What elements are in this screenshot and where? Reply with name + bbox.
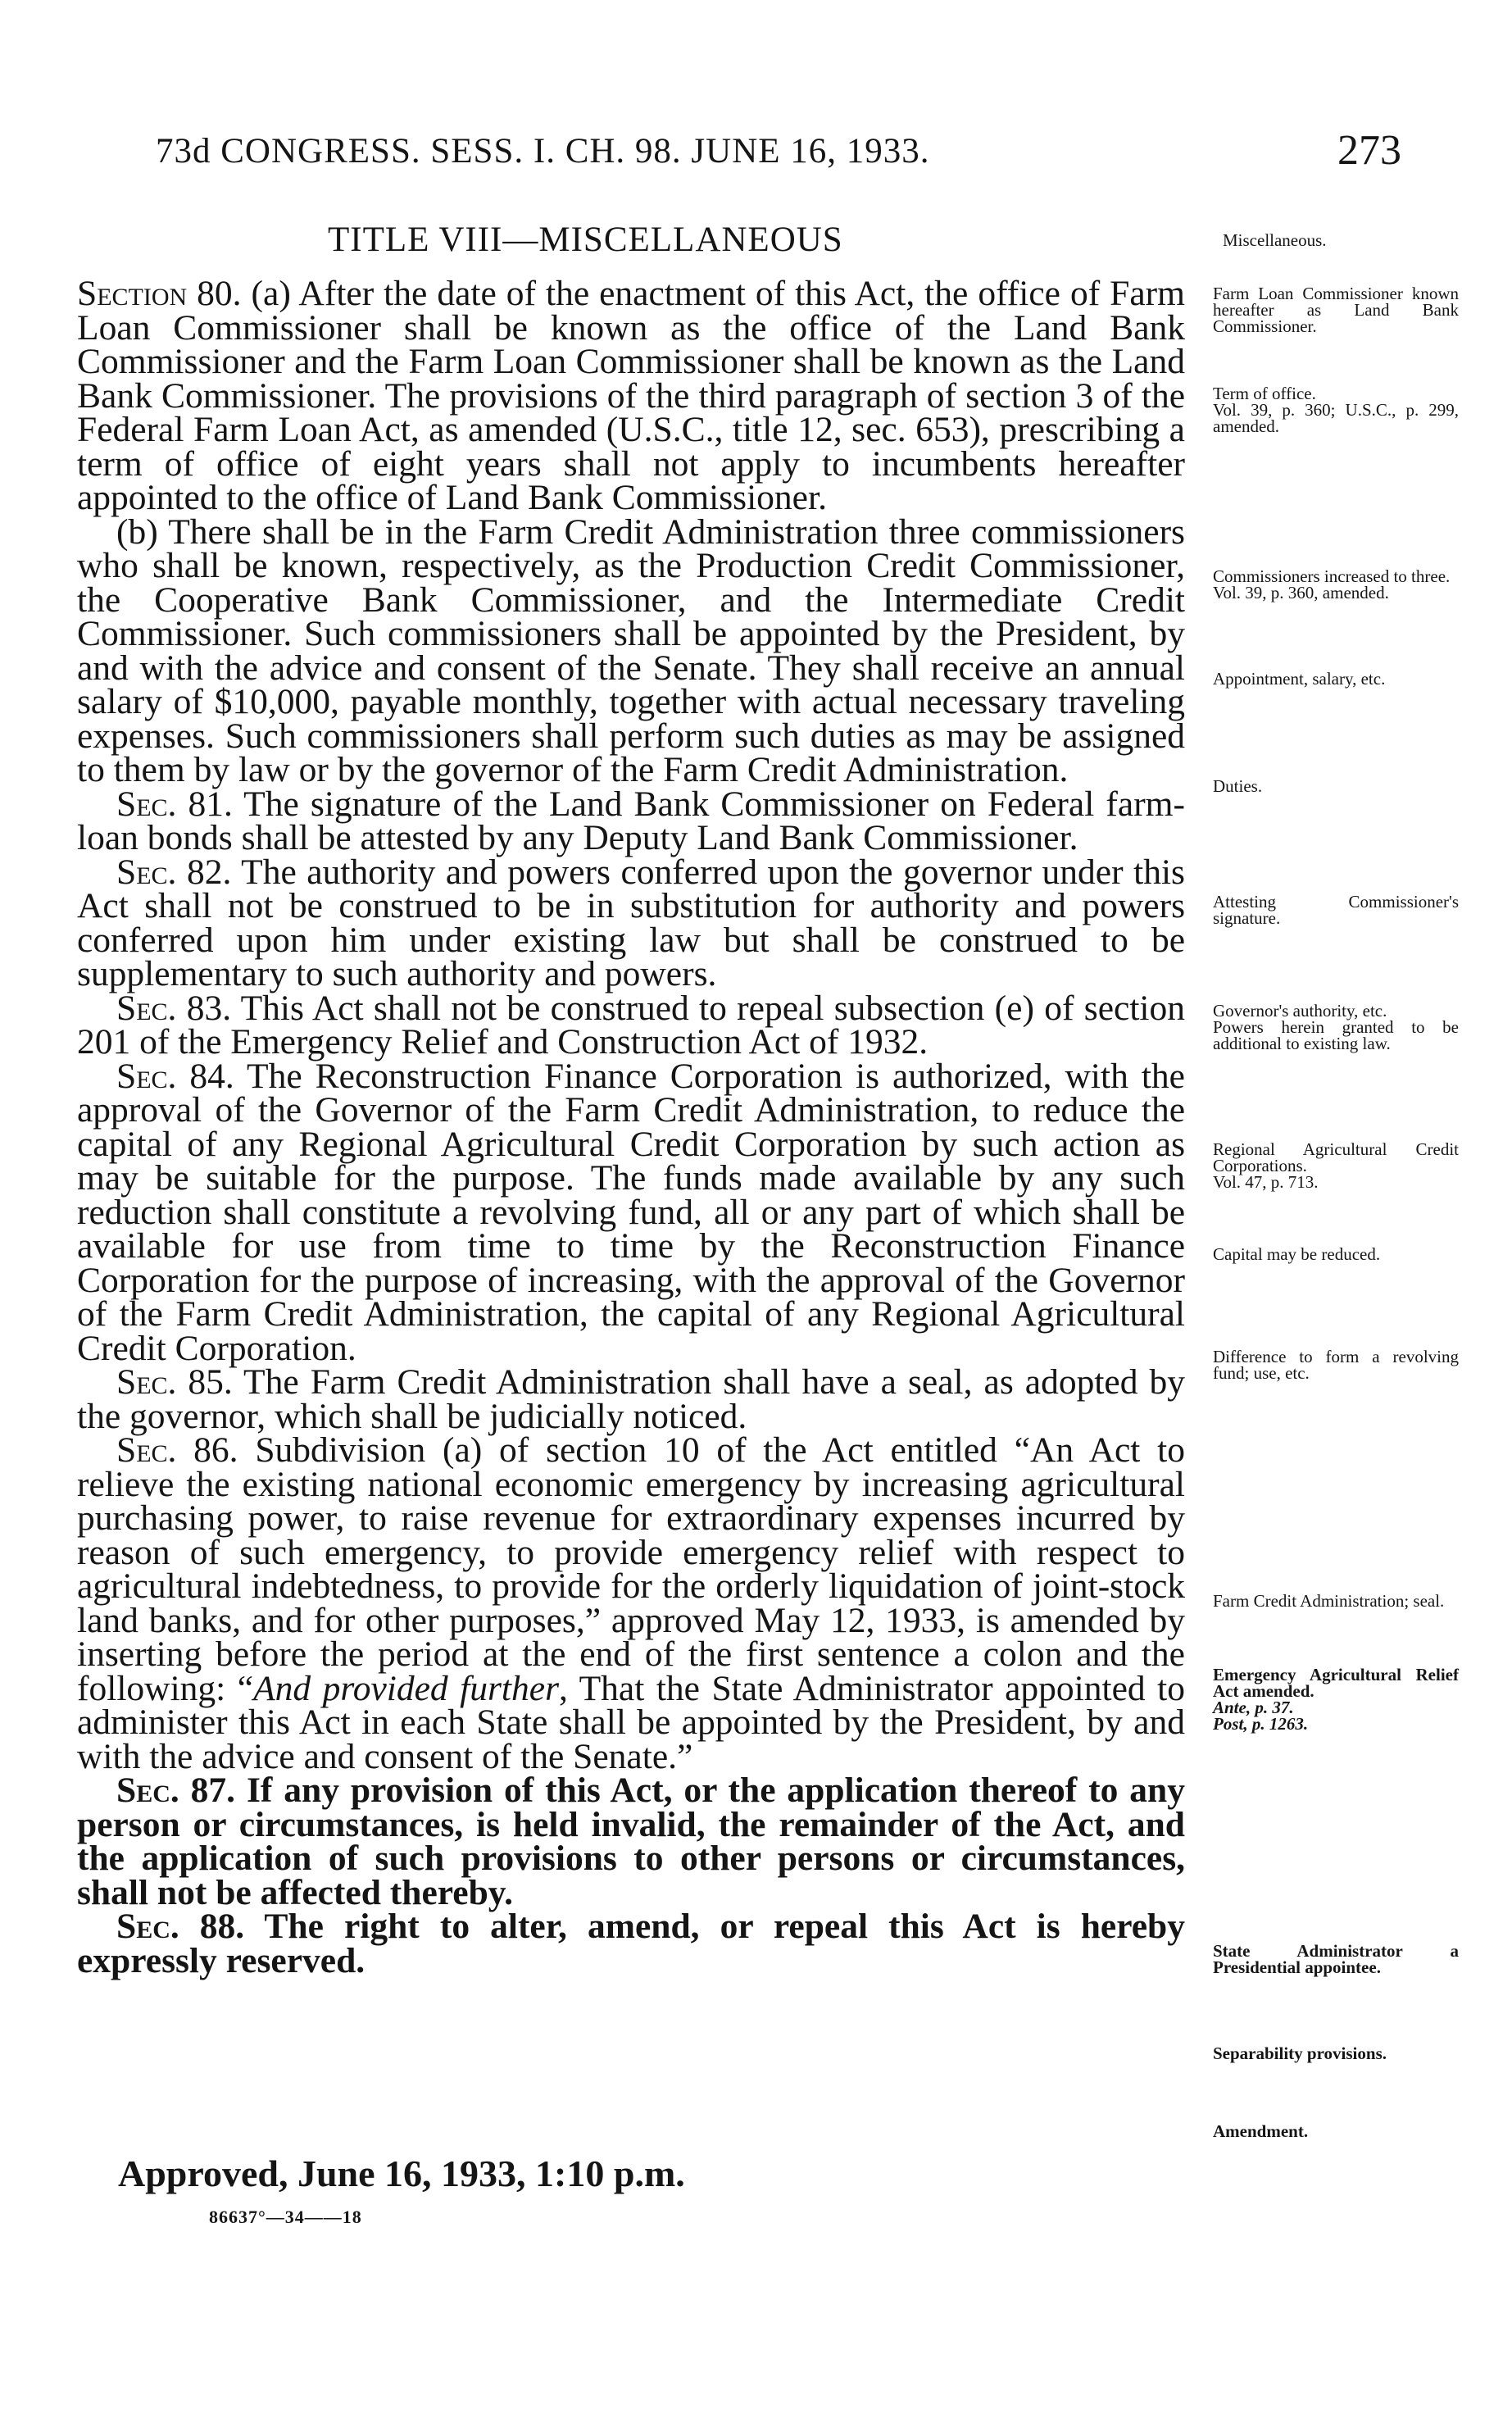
margin-note-relief-act: Emergency Agricultural Relief Act amended. Ante, p. 37. Post, p. 1263. <box>1213 1665 1459 1734</box>
section-86: Sec. 86. Subdivision (a) of section 10 of the Act entitled “An Act to relieve the existing national economic emergency by increasing agricultural purchasing power, to raise revenue for extraordinary expenses incurred by reason of such emergency, to provide emergency relief with respect to agricultural indebtedness, to provide for the orderly liquidation of joint-stock land banks, and for other purposes,” approved May 12, 1933, is amended by inserting before the period at the end of the first sentence a colon and the following: “And provided further, That the State Administrator appointed to administer this Act in each State shall be appointed by the President, by and with the advice and consent of the Senate.” <box>77 1430 1185 1776</box>
section-80b: (b) There shall be in the Farm Credit Administration three commissioners who shall be known, respectively, as the Production Credit Commissioner, the Cooperative Bank Commissioner, and the Intermediate Credit Commissioner. Such commissioners shall be appointed by the President, by and with the advice and consent of the Senate. They shall receive an annual salary of $10,000, payable monthly, together with actual necessary traveling expenses. Such commissioners shall perform such duties as may be assigned to them by law or by the governor of the Farm Credit Administration. <box>77 511 1185 789</box>
margin-note-attesting: Attesting Commissioner's signature. <box>1213 892 1459 928</box>
section-87: Sec. 87. If any provision of this Act, or the application thereof to any person or circumstances, is held invalid, the remainder of the Act, and the application of such provisions to other persons or circumstances, shall not be affected thereby. <box>77 1771 1185 1912</box>
statute-body <box>77 274 1185 1980</box>
margin-note-separability: Separability provisions. <box>1213 2043 1387 2063</box>
margin-note-commissioners-three: Commissioners increased to three. Vol. 39, p. 360, amended. <box>1213 566 1451 602</box>
margin-note-duties: Duties. <box>1213 776 1263 796</box>
section-80a: Section 80. (a) After the date of the enactment of this Act, the office of Farm Loan Commissioner shall be known as the office of the Land Bank Commissioner and the Farm Loan Commissioner shall be known as the Land Bank Commissioner. The provisions of the third paragraph of section 3 of the Federal Farm Loan Act, as amended (U.S.C., title 12, sec. 653), prescribing a term of office of eight years shall not apply to incumbents hereafter appointed to the office of Land Bank Commissioner. <box>77 274 1185 517</box>
margin-note-state-administrator: State Administrator a Presidential appointee. <box>1213 1941 1459 1977</box>
running-header <box>156 127 1401 189</box>
margin-note-appointment: Appointment, salary, etc. <box>1213 669 1386 689</box>
section-title: TITLE VIII—MISCELLANEOUS <box>328 220 843 259</box>
section-81: Sec. 81. The signature of the Land Bank Commissioner on Federal farm-loan bonds shall be attested by any Deputy Land Bank Commissioner. <box>77 784 1185 857</box>
title-margin-note: Miscellaneous. <box>1223 230 1327 250</box>
section-85: Sec. 85. The Farm Credit Administration shall have a seal, as adopted by the governor, which shall be judicially noticed. <box>77 1362 1185 1436</box>
margin-note-seal: Farm Credit Administration; seal. <box>1213 1591 1445 1611</box>
margin-note-amendment: Amendment. <box>1213 2121 1309 2141</box>
margin-note-capital: Capital may be reduced. <box>1213 1244 1381 1264</box>
section-88: Sec. 88. The right to alter, amend, or repeal this Act is hereby expressly reserved. <box>77 1907 1185 1980</box>
section-84: Sec. 84. The Reconstruction Finance Corporation is authorized, with the approval of the Governor of the Farm Credit Administration, to reduce the capital of any Regional Agricultural Credit Corporation by such action as may be suitable for the purpose. The funds made available by any such reduction shall constitute a revolving fund, all or any part of which shall be available for use from time to time by the Reconstruction Finance Corporation for the purpose of increasing, with the approval of the Governor of the Farm Credit Administration, the capital of any Regional Agricultural Credit Corporation. <box>77 1056 1185 1368</box>
page-number: 273 <box>1337 127 1401 174</box>
margin-note-governor-authority: Governor's authority, etc. Powers herein granted to be additional to existing law. <box>1213 1001 1459 1053</box>
section-83: Sec. 83. This Act shall not be construed to repeal subsection (e) of section 201 of the Emergency Relief and Construction Act of 1932. <box>77 988 1185 1062</box>
margin-note-revolving-fund: Difference to form a revolving fund; use, etc. <box>1213 1347 1459 1383</box>
running-head: 73d CONGRESS. SESS. I. CH. 98. JUNE 16, 1933. <box>156 132 930 170</box>
approval-line: Approved, June 16, 1933, 1:10 p.m. <box>118 2153 685 2194</box>
margin-note-regional-corporations: Regional Agricultural Credit Corporations. Vol. 47, p. 713. <box>1213 1139 1459 1192</box>
print-code: 86637°—34——18 <box>209 2207 362 2227</box>
section-82: Sec. 82. The authority and powers conferred upon the governor under this Act shall not be construed to be in substitution for authority and powers conferred upon him under existing law but shall be construed to be supplementary to such authority and powers. <box>77 852 1185 993</box>
margin-note-term-of-office: Term of office. Vol. 39, p. 360; U.S.C., p. 299, amended. <box>1213 384 1459 436</box>
margin-note-commissioner-name: Farm Loan Commissioner known hereafter as Land Bank Commissioner. <box>1213 284 1459 336</box>
